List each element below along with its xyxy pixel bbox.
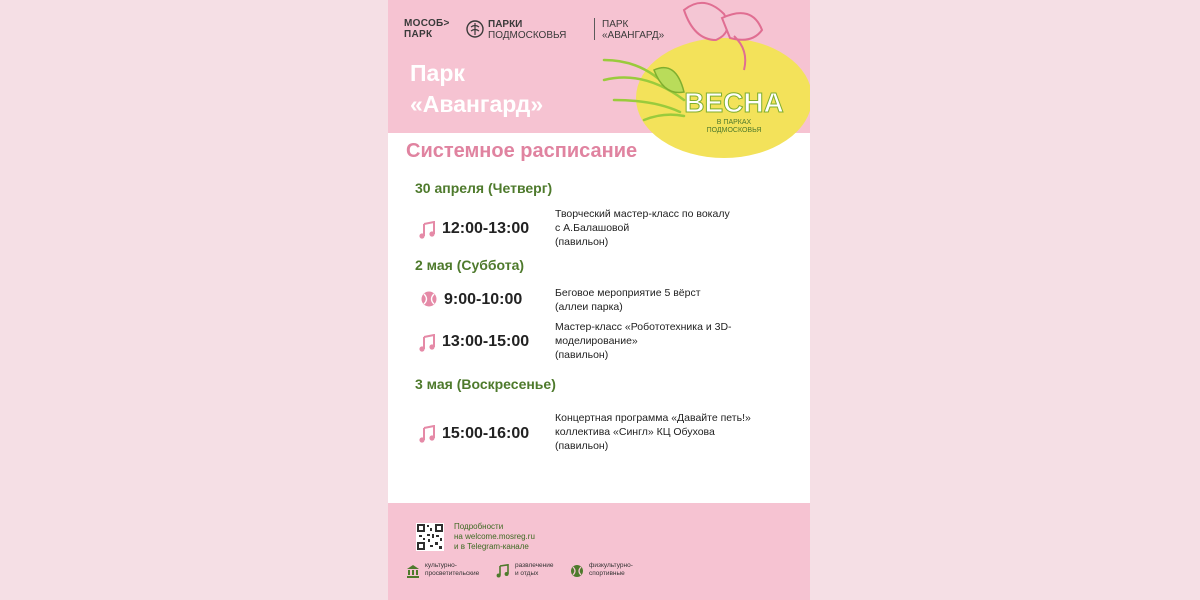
event-row [388, 285, 810, 317]
legend-label-line: спортивные [589, 570, 625, 577]
legend-label [589, 562, 633, 578]
more-info-text [454, 522, 535, 552]
museum-icon [406, 564, 420, 578]
day-label: 2 мая (Суббота) [415, 257, 525, 273]
music-note-icon [418, 425, 436, 443]
event-time: 12:00-13:00 [442, 220, 530, 237]
day-label: 3 мая (Воскресенье) [415, 376, 556, 392]
event-row [388, 206, 810, 252]
event-description-line: коллектива «Сингл» КЦ Обухова [555, 426, 715, 438]
more-info-line: Подробности [454, 522, 504, 531]
mosobpark-logo-line2: ПАРК [404, 29, 433, 40]
ball-icon [570, 564, 584, 578]
legend-label-line: развлечение [515, 562, 554, 569]
avangard-logo-line2: «АВАНГАРД» [602, 30, 665, 41]
event-description-line: (павильон) [555, 349, 609, 361]
vesna-sub-line1: В ПАРКАХ [716, 119, 752, 126]
event-description-line: Беговое мероприятие 5 вёрст [555, 287, 701, 299]
flower-petal-shape [722, 13, 762, 40]
legend-label-line: физкультурно- [589, 562, 633, 569]
schedule-poster [388, 0, 810, 600]
parki-logo-line1: ПАРКИ [488, 19, 523, 30]
event-time: 15:00-16:00 [442, 425, 530, 442]
legend-label-line: и отдых [515, 570, 539, 577]
event-description-line: (павильон) [555, 440, 609, 452]
avangard-logo-line1: ПАРК [602, 19, 629, 30]
poster-footer [388, 503, 810, 600]
flower-petal-shape [684, 3, 728, 40]
event-time: 9:00-10:00 [444, 291, 523, 308]
vesna-decoration [584, 0, 810, 160]
event-description-line: Мастер-класс «Робототехника и 3D- [555, 321, 732, 333]
event-row [388, 410, 810, 456]
event-description-line: моделирование» [555, 335, 638, 347]
event-description [555, 286, 795, 314]
event-description [555, 411, 795, 453]
event-description-line: Концертная программа «Давайте петь!» [555, 412, 751, 424]
parki-logo-line2: ПОДМОСКОВЬЯ [488, 30, 567, 41]
music-note-icon [496, 564, 510, 578]
qr-code-icon [416, 523, 444, 551]
legend-label [515, 562, 553, 578]
legend-label-line: просветительские [425, 570, 480, 577]
mosobpark-logo-line1: МОСОБ> [404, 18, 450, 29]
park-title-line1: Парк [410, 60, 465, 86]
more-info-line: и в Telegram-канале [454, 542, 529, 551]
music-note-icon [418, 334, 436, 352]
event-description-line: (аллеи парка) [555, 301, 623, 313]
music-note-icon [418, 221, 436, 239]
vesna-sub-line2: ПОДМОСКОВЬЯ [706, 127, 762, 134]
event-time: 13:00-15:00 [442, 333, 530, 350]
day-label: 30 апреля (Четверг) [415, 180, 553, 196]
event-description-line: с А.Балашовой [555, 222, 630, 234]
ball-icon [420, 290, 438, 308]
mosobpark-logo [404, 18, 450, 40]
park-title-line2: «Авангард» [410, 91, 544, 117]
parki-podmoskovya-logo [488, 19, 566, 41]
parks-emblem-icon [466, 20, 484, 38]
event-description-line: (павильон) [555, 236, 609, 248]
more-info-line: на welcome.mosreg.ru [454, 532, 535, 541]
event-row [388, 319, 810, 365]
schedule-title: Системное расписание [406, 140, 638, 162]
event-description-line: Творческий мастер-класс по вокалу [555, 208, 730, 220]
park-title [410, 58, 543, 120]
event-description [555, 320, 795, 362]
vesna-word: ВЕСНА [684, 87, 784, 118]
legend-label-line: культурно- [425, 562, 457, 569]
legend-label [425, 562, 479, 578]
event-description [555, 207, 795, 249]
